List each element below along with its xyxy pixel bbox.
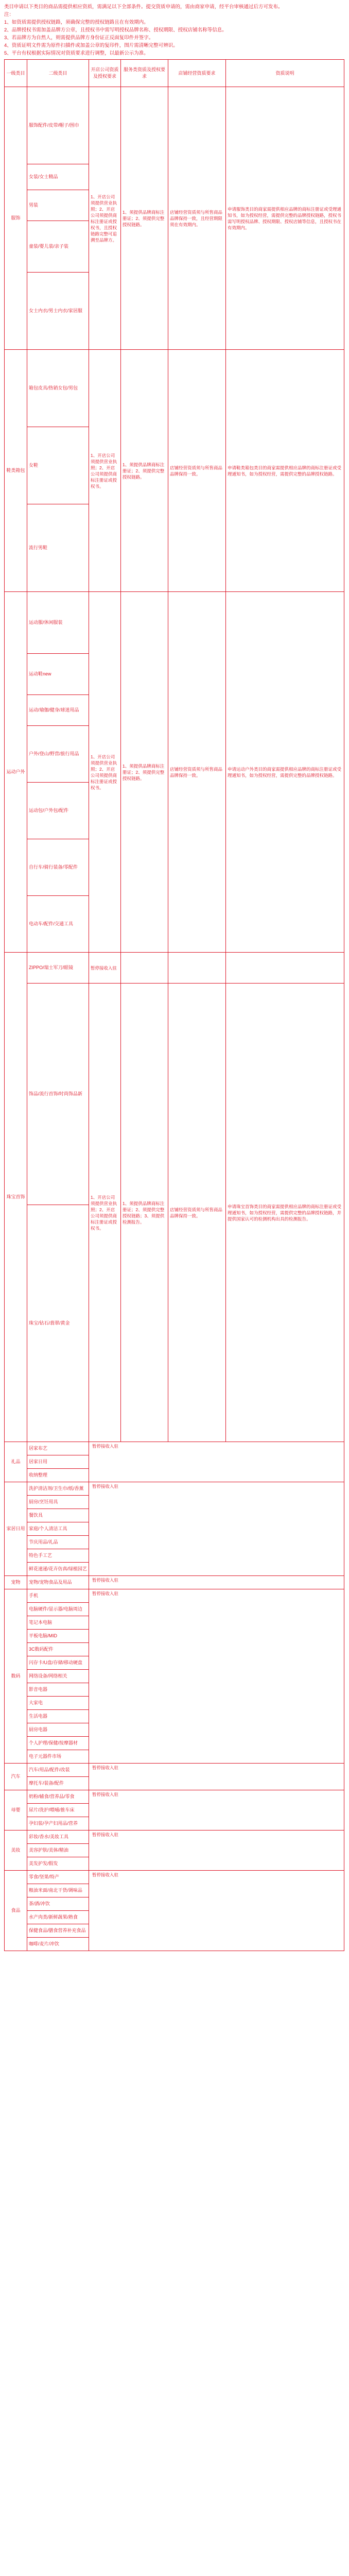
service-requirement-cell: 1、须提供品牌商标注册证；2、须提供完整授权链路。 — [121, 87, 168, 350]
header-cell: 服务类资质及授权要求 — [121, 60, 168, 87]
subcategory-cell: 手机 — [27, 1589, 89, 1603]
subcategory-cell: 电脑硬件/显示器/电脑周边 — [27, 1603, 89, 1616]
subcategory-cell: 粮油米面/南北干货/调味品 — [27, 1884, 89, 1897]
subcategory-cell: 女士内衣/男士内衣/家居服 — [27, 273, 89, 350]
table-row — [5, 1871, 344, 1884]
paused-status-cell: 暂停接收入驻 — [89, 1589, 344, 1764]
status-cell: 暂停接收入驻 — [89, 953, 121, 984]
intro-paragraph: 类目申请以下类目的商品需提供相应资质，需满足以下全部条件。提交资质申请的，需由商家申请，经平台审核通过后方可发布。 — [4, 4, 283, 10]
service-requirement-cell: 1、须提供品牌商标注册证；2、须提供完整授权链路。 — [121, 592, 168, 953]
header-cell: 开店公司资质及授权要求 — [89, 60, 121, 87]
empty-cell — [121, 953, 168, 984]
category-cell: 鞋类箱包 — [5, 350, 27, 592]
subcategory-cell: 女鞋 — [27, 427, 89, 504]
category-cell: 食品 — [5, 1871, 27, 1951]
header-cell: 二级类目 — [27, 60, 89, 87]
subcategory-cell: 餐饮具 — [27, 1509, 89, 1522]
subcategory-cell: 汽车/用品/配件/改装 — [27, 1764, 89, 1777]
store-requirement-cell: 店铺经营资质须与所售商品品牌保持一致。 — [168, 984, 226, 1442]
intro-paragraph: 3、若品牌方为自然人，则需提供品牌方身份证正反面复印件并签字。 — [4, 35, 154, 41]
paused-status-cell: 暂停接收入驻 — [89, 1871, 344, 1951]
paused-status-cell: 暂停接收入驻 — [89, 1576, 344, 1589]
subcategory-cell: 生活电器 — [27, 1710, 89, 1723]
table-row — [5, 87, 344, 164]
subcategory-cell: 童装/婴儿装/亲子装 — [27, 221, 89, 273]
intro-paragraph: 1、如资质需提供授权链路，须确保完整的授权链路且在有效期内。 — [4, 20, 149, 25]
header-cell: 一级类目 — [5, 60, 27, 87]
subcategory-cell: 孕妇装/孕产妇用品/营养 — [27, 1817, 89, 1831]
category-cell: 珠宝首饰 — [5, 953, 27, 1442]
subcategory-cell: 女装/女士精品 — [27, 164, 89, 190]
subcategory-cell: 特色手工艺 — [27, 1549, 89, 1563]
subcategory-cell: 户外/登山/野营/旅行用品 — [27, 726, 89, 783]
table-row — [5, 1482, 344, 1496]
paused-status-cell: 暂停接收入驻 — [89, 1831, 344, 1871]
paused-status-cell: 暂停接收入驻 — [89, 1442, 344, 1482]
category-cell: 汽车 — [5, 1764, 27, 1790]
subcategory-cell: 保健食品/膳食营养补充食品 — [27, 1924, 89, 1938]
company-requirement-cell: 1、开店公司须提供营业执照；2、开店公司须提供商标注册证或授权书。 — [89, 350, 121, 592]
qualification-note-cell: 申请珠宝首饰类目的商家需提供相应品牌的商标注册证或受理通知书，如为授权经营，需提供完整的品牌授权链路，并提供国家认可的检测机构出具的检测报告。 — [226, 984, 344, 1442]
company-requirement-cell: 1、开店公司须提供营业执照；2、开店公司须提供商标注册证或授权书。 — [89, 984, 121, 1442]
subcategory-cell: 箱包皮具/热销女包/男包 — [27, 350, 89, 427]
intro-paragraph: 5、平台有权根据实际情况对资质要求进行调整，以最新公示为准。 — [4, 50, 149, 56]
subcategory-cell: 笔记本电脑 — [27, 1616, 89, 1630]
subcategory-cell: 闪存卡/U盘/存储/移动硬盘 — [27, 1656, 89, 1670]
subcategory-cell: ZIPPO/瑞士军刀/眼镜 — [27, 953, 89, 984]
subcategory-cell: 居家布艺 — [27, 1442, 89, 1455]
subcategory-cell: 服饰配件/皮带/帽子/围巾 — [27, 87, 89, 164]
table-row — [5, 1576, 344, 1589]
intro-paragraph: 4、资质证明文件需为原件扫描件或加盖公章的复印件，图片需清晰完整可辨识。 — [4, 43, 178, 48]
subcategory-cell: 珠宝/钻石/翡翠/黄金 — [27, 1205, 89, 1442]
store-requirement-cell: 店铺经营资质须与所售商品品牌保持一致，且经营期限须在有效期内。 — [168, 87, 226, 350]
table-row — [5, 1589, 344, 1603]
company-requirement-cell: 1、开店公司须提供营业执照；2、开店公司须提供商标注册证或授权书。 — [89, 592, 121, 953]
paused-status-cell: 暂停接收入驻 — [89, 1790, 344, 1831]
empty-cell — [226, 953, 344, 984]
subcategory-cell: 饰品/流行首饰/时尚饰品新 — [27, 984, 89, 1205]
subcategory-cell: 个人护理/保健/按摩器材 — [27, 1737, 89, 1750]
subcategory-cell: 鲜花速递/花卉仿真/绿植园艺 — [27, 1563, 89, 1576]
subcategory-cell: 网络设备/网络相关 — [27, 1670, 89, 1683]
subcategory-cell: 茶/酒/冲饮 — [27, 1897, 89, 1911]
category-cell: 美妆 — [5, 1831, 27, 1871]
subcategory-cell: 大家电 — [27, 1697, 89, 1710]
category-cell: 宠物 — [5, 1576, 27, 1589]
subcategory-cell: 奶粉/辅食/营养品/零食 — [27, 1790, 89, 1804]
paused-status-cell: 暂停接收入驻 — [89, 1764, 344, 1790]
subcategory-cell: 影音电器 — [27, 1683, 89, 1697]
subcategory-cell: 电动车/配件/交通工具 — [27, 896, 89, 953]
table-row — [5, 350, 344, 427]
store-requirement-cell: 店铺经营资质须与所售商品品牌保持一致。 — [168, 592, 226, 953]
subcategory-cell: 美发护发/假发 — [27, 1857, 89, 1871]
subcategory-cell: 流行男鞋 — [27, 504, 89, 592]
empty-cell — [168, 953, 226, 984]
service-requirement-cell: 1、须提供品牌商标注册证；2、须提供完整授权链路。 — [121, 350, 168, 592]
category-cell: 家居日用 — [5, 1482, 27, 1576]
table-row — [5, 1790, 344, 1804]
table-row — [5, 592, 344, 654]
subcategory-cell: 节庆用品/礼品 — [27, 1536, 89, 1549]
subcategory-cell: 电子元器件市场 — [27, 1750, 89, 1764]
service-requirement-cell: 1、须提供品牌商标注册证；2、须提供完整授权链路；3、须提供检测报告。 — [121, 984, 168, 1442]
subcategory-cell: 洗护清洁剂/卫生巾/纸/香薰 — [27, 1482, 89, 1496]
header-cell: 资质说明 — [226, 60, 344, 87]
subcategory-cell: 居家日用 — [27, 1455, 89, 1469]
store-requirement-cell: 店铺经营资质须与所售商品品牌保持一致。 — [168, 350, 226, 592]
subcategory-cell: 收纳整理 — [27, 1469, 89, 1482]
category-cell: 母婴 — [5, 1790, 27, 1831]
intro-paragraph: 2、品牌授权书需加盖品牌方公章，且授权书中需写明授权品牌名称、授权期限、授权店铺名称等信息。 — [4, 27, 227, 33]
subcategory-cell: 平板电脑/MID — [27, 1630, 89, 1643]
table-row — [5, 953, 344, 984]
header-cell: 店铺经营资质要求 — [168, 60, 226, 87]
subcategory-cell: 家庭/个人清洁工具 — [27, 1522, 89, 1536]
subcategory-cell: 水产肉类/新鲜蔬果/熟食 — [27, 1911, 89, 1924]
intro-notes — [0, 0, 349, 59]
table-row — [5, 984, 344, 1205]
subcategory-cell: 厨房/烹饪用具 — [27, 1496, 89, 1509]
subcategory-cell: 男装 — [27, 190, 89, 221]
subcategory-cell: 零食/坚果/特产 — [27, 1871, 89, 1884]
subcategory-cell: 运动服/休闲服装 — [27, 592, 89, 654]
subcategory-cell: 厨房电器 — [27, 1723, 89, 1737]
table-row — [5, 1442, 344, 1455]
subcategory-cell: 彩妆/香水/美妆工具 — [27, 1831, 89, 1844]
category-cell: 运动户外 — [5, 592, 27, 953]
category-cell: 服饰 — [5, 87, 27, 350]
subcategory-cell: 运动包/户外包/配件 — [27, 783, 89, 839]
subcategory-cell: 尿片/洗护/喂哺/推车床 — [27, 1804, 89, 1817]
qualification-note-cell: 申请鞋类箱包类目的商家需提供相应品牌的商标注册证或受理通知书，如为授权经营，需提供完整的品牌授权链路。 — [226, 350, 344, 592]
paused-status-cell: 暂停接收入驻 — [89, 1482, 344, 1576]
qualification-note-cell: 申请服饰类目的商家需提供相应品牌的商标注册证或受理通知书，如为授权经营，需提供完整的品牌授权链路，授权书需写明授权品牌、授权期限、授权店铺等信息，且授权书在有效期内。 — [226, 87, 344, 350]
table-row — [5, 1831, 344, 1844]
subcategory-cell: 运动鞋new — [27, 654, 89, 695]
qualification-table — [4, 59, 344, 1951]
subcategory-cell: 摩托车/装备/配件 — [27, 1777, 89, 1790]
subcategory-cell: 运动/瑜伽/健身/球迷用品 — [27, 695, 89, 726]
subcategory-cell: 3C数码配件 — [27, 1643, 89, 1656]
table-row — [5, 1764, 344, 1777]
subcategory-cell: 自行车/骑行装备/零配件 — [27, 839, 89, 896]
category-cell: 礼品 — [5, 1442, 27, 1482]
company-requirement-cell: 1、开店公司须提供营业执照；2、开店公司须提供商标注册证或授权书，且授权链路完整可追溯至品牌方。 — [89, 87, 121, 350]
subcategory-cell: 美容护肤/美体/精油 — [27, 1844, 89, 1857]
intro-paragraph: 注： — [4, 12, 14, 18]
subcategory-cell: 宠物/宠物食品及用品 — [27, 1576, 89, 1589]
qualification-note-cell: 申请运动户外类目的商家需提供相应品牌的商标注册证或受理通知书，如为授权经营，需提供完整的品牌授权链路。 — [226, 592, 344, 953]
subcategory-cell: 咖啡/麦片/冲饮 — [27, 1938, 89, 1951]
category-cell: 数码 — [5, 1589, 27, 1764]
table-header-row — [5, 60, 344, 87]
